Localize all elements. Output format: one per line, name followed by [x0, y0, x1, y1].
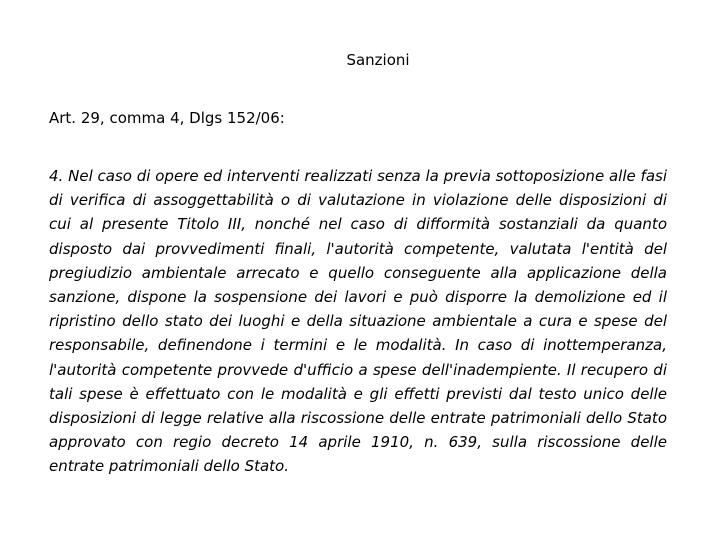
law-citation: Art. 29, comma 4, Dlgs 152/06: [49, 109, 285, 127]
article-body-text: 4. Nel caso di opere ed interventi realizzati senza la previa sottoposizione alle fasi di verifica di assoggettabilità o di valutazione in violazione delle disposizioni di cui al presente Titolo III, nonché nel caso di difformità sostanziali da quanto disposto dai provvedimenti finali, l'autorità competente, valutata l'entità del pregiudizio ambientale arrecato e quello conseguente alla applicazione della sanzione, dispone la sospensione dei lavori e può disporre la demolizione ed il ripristino dello stato dei luoghi e della situazione ambientale a cura e spese del responsabile, definendone i termini e le modalità. In caso di inottemperanza, l'autorità competente provvede d'ufficio a spese dell'inadempiente. Il recupero di tali spese è effettuato con le modalità e gli effetti previsti dal testo unico delle disposizioni di legge relative alla riscossione delle entrate patrimoniali dello Stato approvato con regio decreto 14 aprile 1910, n. 639, sulla riscossione delle entrate patrimoniali dello Stato. [49, 167, 667, 476]
slide-title: Sanzioni [346, 51, 410, 69]
